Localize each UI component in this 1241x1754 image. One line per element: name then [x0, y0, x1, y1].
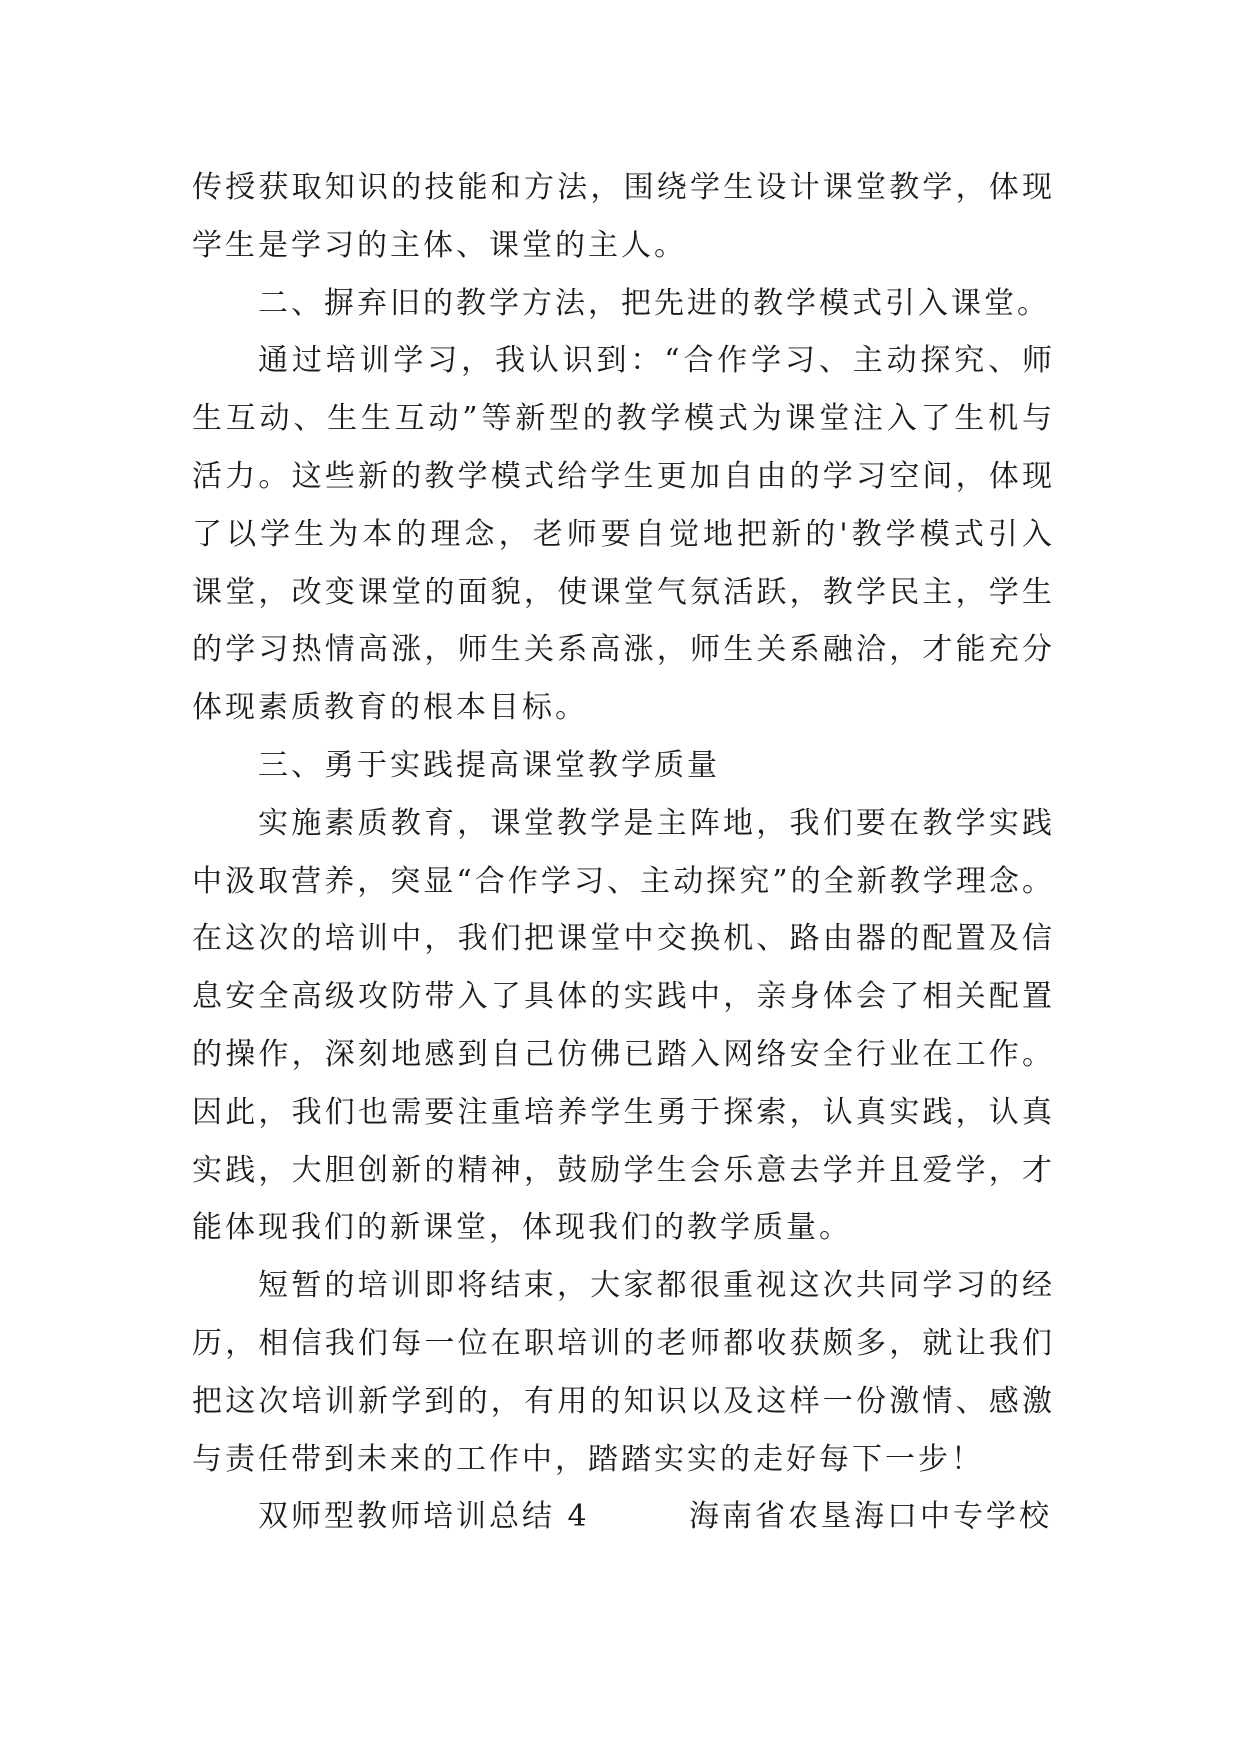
text-line: 中汲取营养，突显“合作学习、主动探究”的全新教学理念。 [192, 863, 1052, 899]
section-heading-text: 二、摒弃旧的教学方法，把先进的教学模式引入课堂。 [258, 285, 1050, 321]
paragraph [192, 795, 1052, 1257]
text-line: 与责任带到未来的工作中，踏踏实实的走好每下一步！ [192, 1441, 984, 1477]
section-heading [192, 737, 1052, 795]
text-line: 的学习热情高涨，师生关系高涨，师生关系融洽，才能充分 [192, 632, 1052, 668]
text-line: 活力。这些新的教学模式给学生更加自由的学习空间，体现 [192, 458, 1052, 494]
text-line: 生互动、生生互动”等新型的教学模式为课堂注入了生机与 [192, 401, 1052, 437]
text-line: 了以学生为本的理念，老师要自觉地把新的'教学模式引入 [192, 516, 1052, 552]
text-line: 息安全高级攻防带入了具体的实践中，亲身体会了相关配置 [192, 979, 1052, 1015]
paragraph [192, 159, 1052, 275]
text-line: 历，相信我们每一位在职培训的老师都收获颇多，就让我们 [192, 1325, 1052, 1361]
text-line: 在这次的培训中，我们把课堂中交换机、路由器的配置及信 [192, 921, 1052, 957]
paragraph [192, 1257, 1052, 1488]
text-line: 把这次培训新学到的，有用的知识以及这样一份激情、感激 [192, 1383, 1052, 1419]
text-line: 实施素质教育，课堂教学是主阵地，我们要在教学实践 [258, 805, 1052, 841]
text-line: 体现素质教育的根本目标。 [192, 690, 588, 726]
text-line: 因此，我们也需要注重培养学生勇于探索，认真实践，认真 [192, 1094, 1052, 1130]
text-line: 的操作，深刻地感到自己仿佛已踏入网络安全行业在工作。 [192, 1036, 1052, 1072]
section-heading-text: 三、勇于实践提高课堂教学质量 [258, 747, 720, 783]
next-section-heading [192, 1488, 1052, 1546]
school-name: 海南省农垦海口中专学校 [689, 1499, 1052, 1535]
text-line: 课堂，改变课堂的面貌，使课堂气氛活跃，教学民主，学生 [192, 574, 1052, 610]
paragraph [192, 332, 1052, 737]
text-line: 通过培训学习，我认识到：“合作学习、主动探究、师 [258, 343, 1052, 379]
next-section-title: 双师型教师培训总结 4 [258, 1499, 590, 1535]
document-page [192, 159, 1052, 1546]
section-heading [192, 275, 1052, 333]
text-line: 学生是学习的主体、课堂的主人。 [192, 227, 687, 263]
text-line: 短暂的培训即将结束，大家都很重视这次共同学习的经 [258, 1268, 1052, 1304]
text-line: 能体现我们的新课堂，体现我们的教学质量。 [192, 1210, 852, 1246]
text-line: 实践，大胆创新的精神，鼓励学生会乐意去学并且爱学，才 [192, 1152, 1052, 1188]
text-line: 传授获取知识的技能和方法，围绕学生设计课堂教学，体现 [192, 170, 1052, 205]
